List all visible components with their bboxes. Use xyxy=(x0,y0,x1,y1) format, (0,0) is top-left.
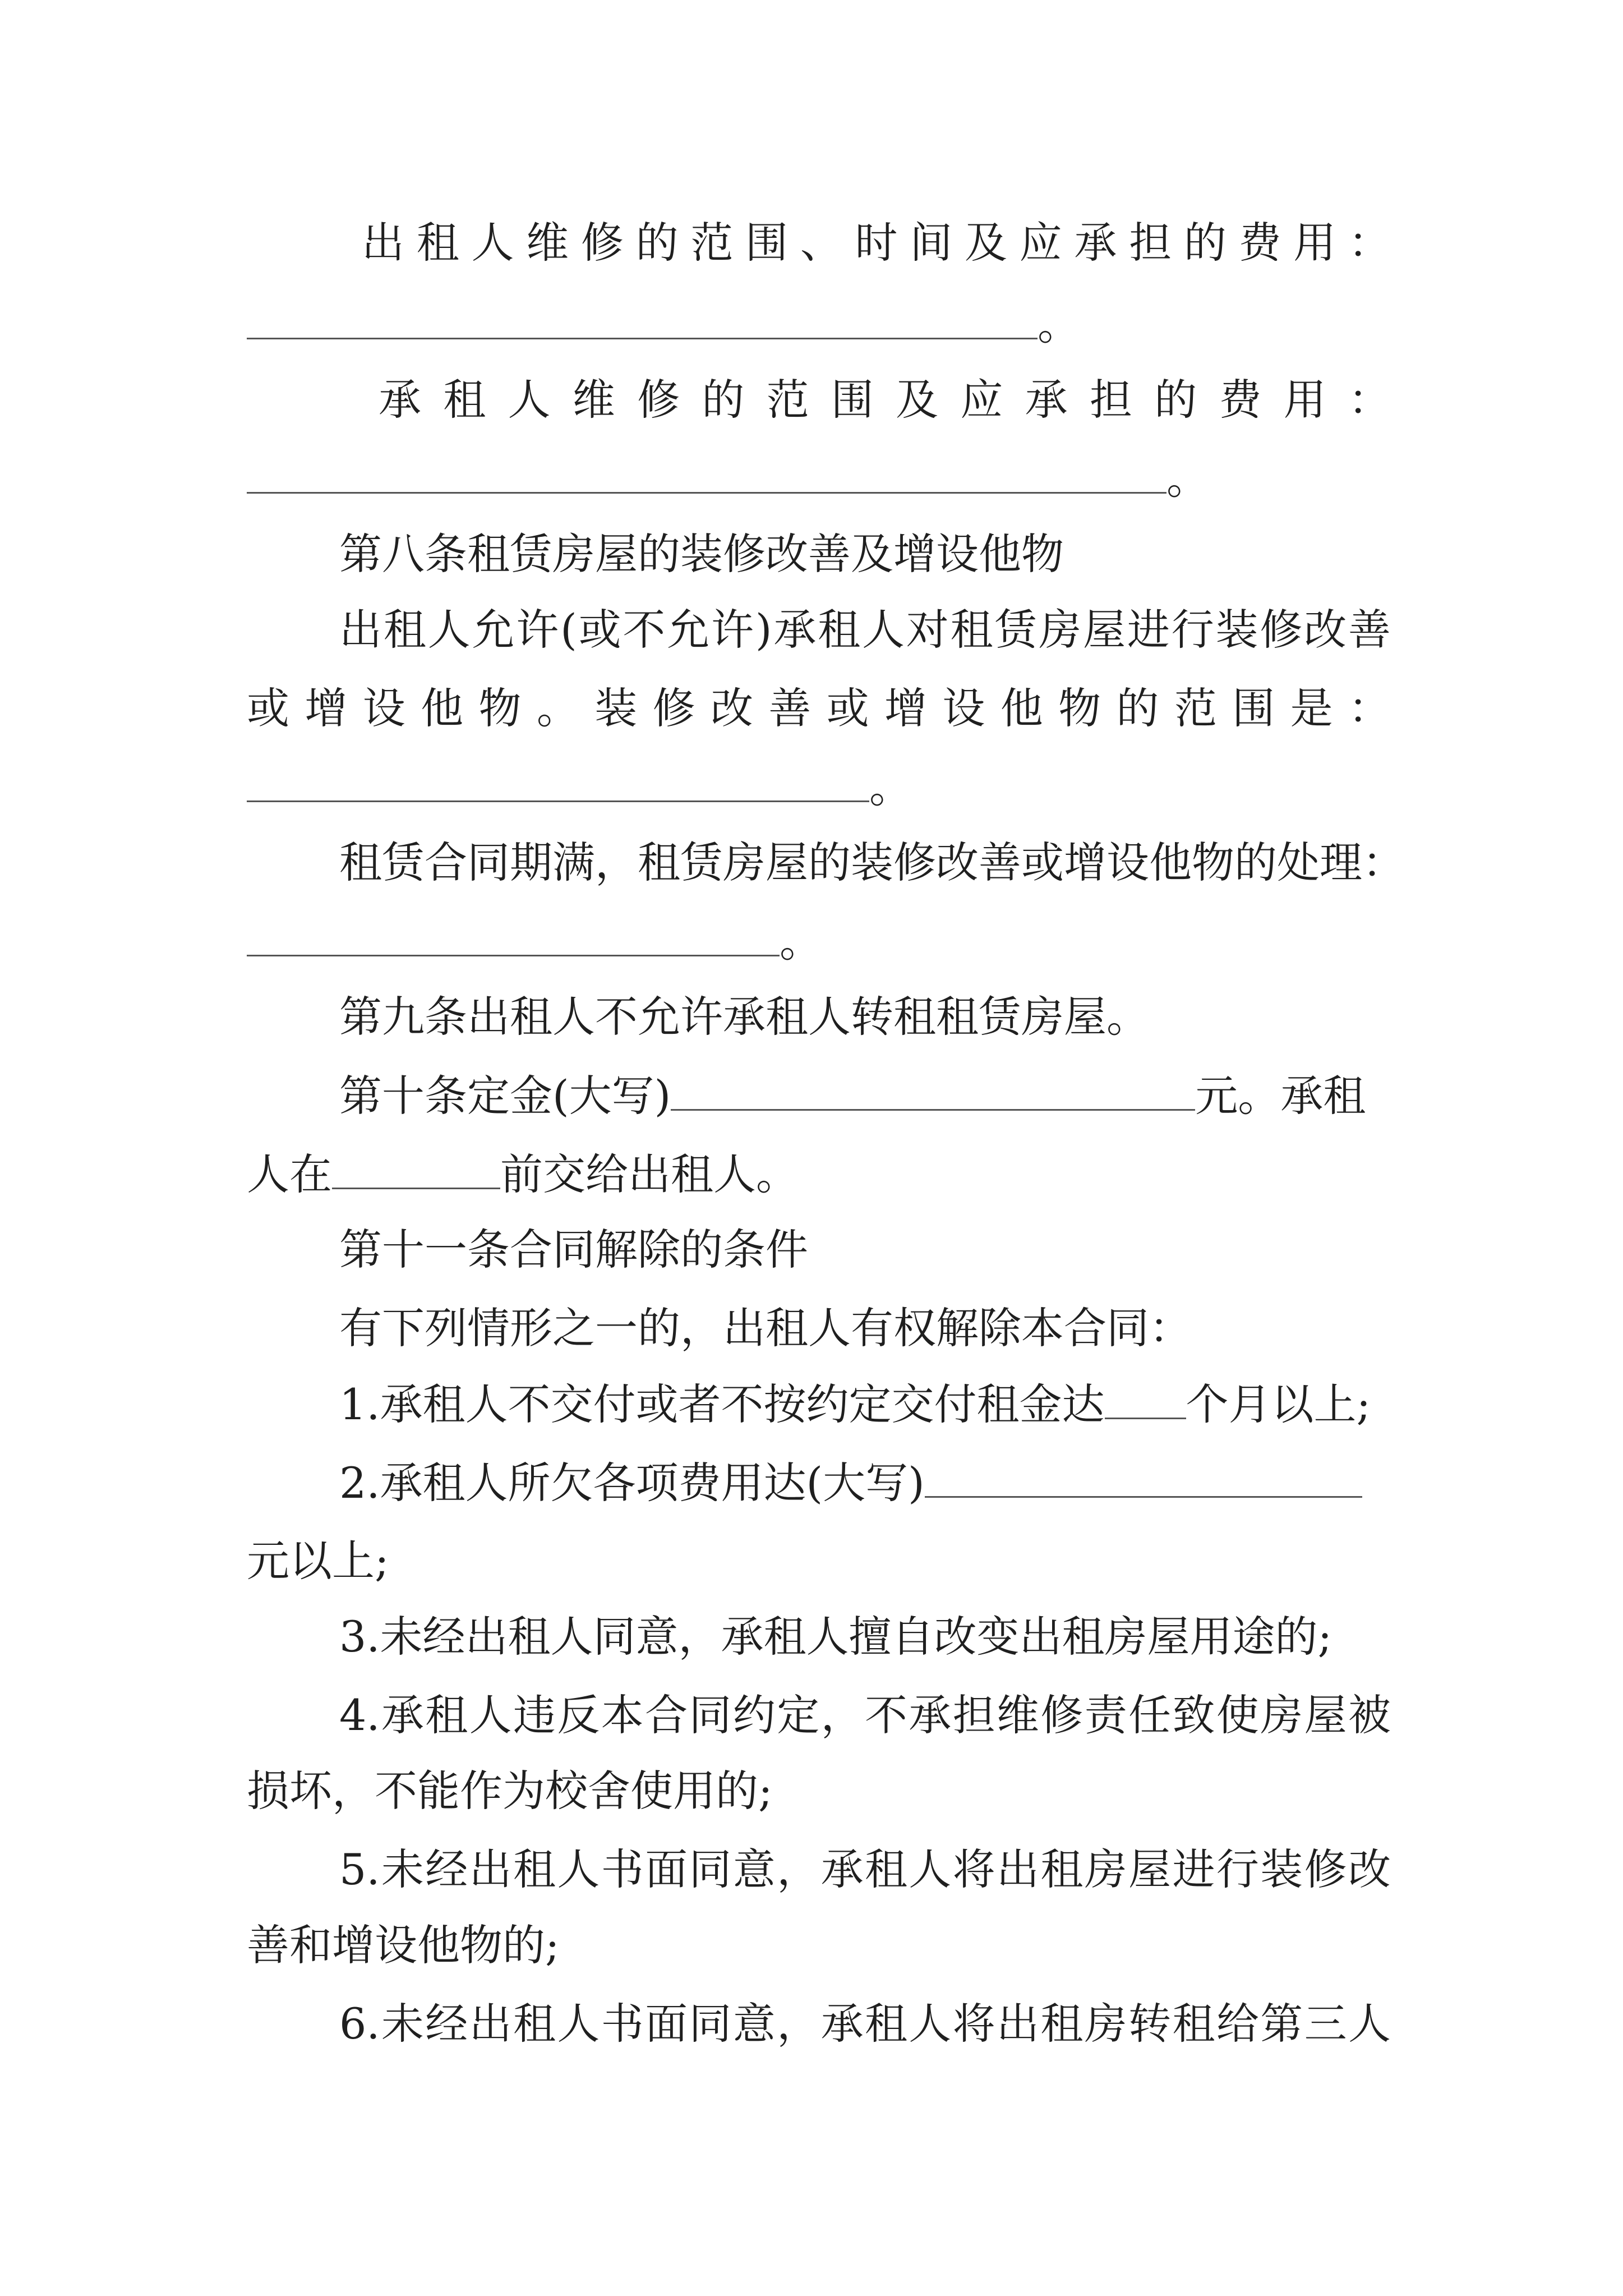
clause-5: 5.未经出租人书面同意，承租人将出租房屋进行装修改 xyxy=(339,1844,1391,1894)
article-10-deposit: 第十条定金(大写) 元。承租 xyxy=(339,1071,1366,1121)
clause-6: 6.未经出租人书面同意，承租人将出租房转租给第三人 xyxy=(339,1999,1391,2049)
clause-5-cont: 善和增设他物的; xyxy=(247,1920,560,1970)
blank-field xyxy=(925,1461,1362,1498)
clause-2: 2.承租人所欠各项费用达(大写) xyxy=(339,1461,1391,1504)
fill-line-landlord-repair: 。 xyxy=(247,303,1391,346)
clause-4-cont: 损坏，不能作为校舍使用的; xyxy=(247,1766,773,1816)
paragraph-tenant-repair: 承租人维修的范围及应承担的费用： xyxy=(379,375,1391,425)
blank-field xyxy=(671,1074,1195,1111)
paragraph-landlord-repair: 出租人维修的范围、时间及应承担的费用： xyxy=(362,218,1391,268)
paragraph-decoration-scope: 或增设他物。装修改善或增设他物的范围是： xyxy=(247,683,1391,733)
fill-line-decoration-scope: 。 xyxy=(247,766,1391,809)
clause-2-cont: 元以上; xyxy=(247,1536,389,1586)
article-9: 第九条出租人不允许承租人转租租赁房屋。 xyxy=(339,992,1149,1042)
fill-line-expiry-handling: 。 xyxy=(247,920,1391,963)
paragraph-termination-intro: 有下列情形之一的，出租人有权解除本合同： xyxy=(339,1303,1192,1353)
article-10-deposit-cont: 人在 前交给出租人。 xyxy=(247,1149,799,1199)
blank-field xyxy=(247,920,780,956)
blank-field xyxy=(1105,1383,1186,1419)
blank-field xyxy=(247,766,869,802)
clause-4: 4.承租人违反本合同约定，不承担维修责任致使房屋被 xyxy=(339,1690,1391,1740)
article-8-heading: 第八条租赁房屋的装修改善及增设他物 xyxy=(339,529,1064,579)
paragraph-decoration-permission: 出租人允许(或不允许)承租人对租赁房屋进行装修改善 xyxy=(339,605,1391,655)
article-11-heading: 第十一条合同解除的条件 xyxy=(339,1225,808,1274)
blank-field xyxy=(332,1153,500,1189)
blank-field xyxy=(247,303,1038,339)
clause-1: 1.承租人不交付或者不按约定交付租金达 个月以上; xyxy=(339,1379,1371,1429)
paragraph-expiry-handling: 租赁合同期满，租赁房屋的装修改善或增设他物的处理： xyxy=(339,838,1405,887)
clause-3: 3.未经出租人同意，承租人擅自改变出租房屋用途的; xyxy=(339,1612,1332,1662)
blank-field xyxy=(247,457,1166,494)
fill-line-tenant-repair: 。 xyxy=(247,457,1391,500)
